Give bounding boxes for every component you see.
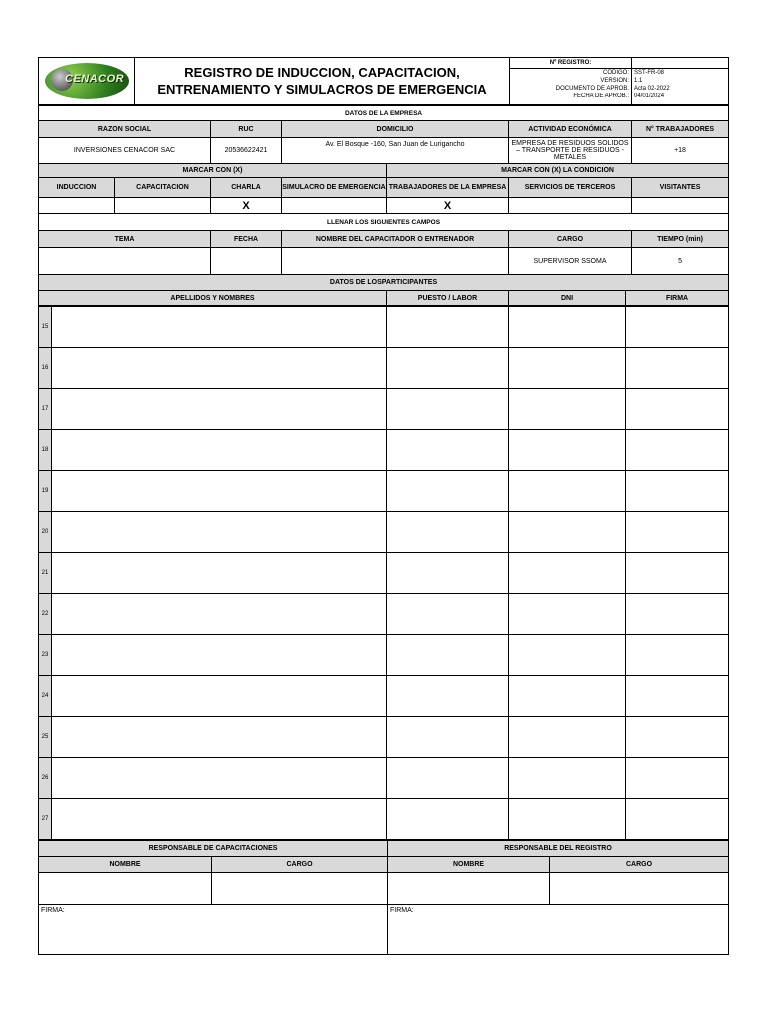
table-row — [39, 799, 729, 840]
puesto-field[interactable] — [387, 717, 509, 758]
cargo-header: CARGO — [509, 231, 632, 248]
registro-value[interactable] — [632, 58, 729, 69]
mark-induccion[interactable] — [39, 198, 115, 214]
resp-reg-nombre-header: NOMBRE — [388, 857, 550, 873]
puesto-field[interactable] — [387, 512, 509, 553]
dni-field[interactable] — [509, 594, 626, 635]
resp-reg-firma-label: FIRMA: — [390, 907, 414, 914]
razon-social-value: INVERSIONES CENACOR SAC — [39, 138, 211, 164]
main-table — [38, 105, 729, 306]
trabajadores-value: +18 — [632, 138, 729, 164]
firma-field[interactable] — [626, 758, 729, 799]
puesto-field[interactable] — [387, 553, 509, 594]
resp-reg-firma-field[interactable] — [388, 905, 729, 955]
campos-section-title: LLENAR LOS SIGUIENTES CAMPOS — [39, 214, 729, 231]
header-table — [38, 57, 729, 105]
participantes-section-title: DATOS DE LOSPARTICIPANTES — [39, 275, 729, 291]
form-sheet — [38, 57, 728, 955]
resp-cap-firma-field[interactable] — [39, 905, 388, 955]
trabajadores-header: N° TRABAJADORES — [632, 121, 729, 138]
firma-field[interactable] — [626, 553, 729, 594]
row-number: 20 — [39, 512, 52, 553]
puesto-field[interactable] — [387, 389, 509, 430]
row-number: 17 — [39, 389, 52, 430]
dni-field[interactable] — [509, 717, 626, 758]
option-terceros: SERVICIOS DE TERCEROS — [509, 178, 632, 198]
resp-cap-firma-label: FIRMA: — [41, 907, 65, 914]
option-trabajadores: TRABAJADORES DE LA EMPRESA — [387, 178, 509, 198]
resp-cap-cargo-header: CARGO — [212, 857, 388, 873]
mark-simulacro[interactable] — [282, 198, 387, 214]
dni-field[interactable] — [509, 799, 626, 840]
actividad-value: EMPRESA DE RESIDUOS SOLIDOS – TRANSPORTE DE RESIDUOS - METALES — [509, 138, 632, 164]
dni-field[interactable] — [509, 635, 626, 676]
firma-field[interactable] — [626, 594, 729, 635]
puesto-header: PUESTO / LABOR — [387, 291, 509, 306]
registro-label: Nº REGISTRO: — [510, 58, 632, 69]
firma-field[interactable] — [626, 430, 729, 471]
apellidos-field[interactable] — [52, 717, 387, 758]
razon-social-header: RAZON SOCIAL — [39, 121, 211, 138]
option-simulacro: SIMULACRO DE EMERGENCIA — [282, 178, 387, 198]
apellidos-field[interactable] — [52, 635, 387, 676]
dni-field[interactable] — [509, 676, 626, 717]
apellidos-field[interactable] — [52, 799, 387, 840]
table-row — [39, 512, 729, 553]
resp-cap-nombre-field[interactable] — [39, 873, 212, 905]
firma-field[interactable] — [626, 717, 729, 758]
puesto-field[interactable] — [387, 758, 509, 799]
row-number: 26 — [39, 758, 52, 799]
dni-field[interactable] — [509, 389, 626, 430]
apellidos-header: APELLIDOS Y NOMBRES — [39, 291, 387, 306]
table-row — [39, 307, 729, 348]
resp-cap-cargo-field[interactable] — [212, 873, 388, 905]
row-number: 27 — [39, 799, 52, 840]
firma-header: FIRMA — [626, 291, 729, 306]
firma-field[interactable] — [626, 389, 729, 430]
domicilio-header: DOMICILIO — [282, 121, 509, 138]
mark-visitantes[interactable] — [632, 198, 729, 214]
row-number: 25 — [39, 717, 52, 758]
firma-field[interactable] — [626, 799, 729, 840]
mark-trabajadores[interactable]: X — [387, 198, 509, 214]
firma-field[interactable] — [626, 471, 729, 512]
version-value: 1.1 — [632, 77, 729, 85]
version-label: VERSIÓN: — [510, 77, 632, 85]
table-row — [39, 717, 729, 758]
apellidos-field[interactable] — [52, 758, 387, 799]
fecha-label: FECHA DE APROB.: — [510, 93, 632, 105]
firma-field[interactable] — [626, 512, 729, 553]
apellidos-field[interactable] — [52, 430, 387, 471]
mark-terceros[interactable] — [509, 198, 632, 214]
apellidos-field[interactable] — [52, 553, 387, 594]
marcar-left-title: MARCAR CON (X) — [39, 164, 387, 178]
apellidos-field[interactable] — [52, 389, 387, 430]
option-charla: CHARLA — [211, 178, 282, 198]
table-row — [39, 676, 729, 717]
row-number: 15 — [39, 307, 52, 348]
marcar-right-title: MARCAR CON (X) LA CONDICION — [387, 164, 729, 178]
capacitador-value[interactable] — [282, 248, 509, 275]
puesto-field[interactable] — [387, 635, 509, 676]
apellidos-field[interactable] — [52, 307, 387, 348]
dni-field[interactable] — [509, 553, 626, 594]
puesto-field[interactable] — [387, 676, 509, 717]
responsable-capacitaciones-title: RESPONSABLE DE CAPACITACIONES — [39, 841, 388, 857]
cargo-value[interactable]: SUPERVISOR SSOMA — [509, 248, 632, 275]
table-row — [39, 430, 729, 471]
dni-field[interactable] — [509, 430, 626, 471]
mark-charla[interactable]: X — [211, 198, 282, 214]
actividad-header: ACTIVIDAD ECONÓMICA — [509, 121, 632, 138]
dni-header: DNI — [509, 291, 626, 306]
tiempo-header: TIEMPO (min) — [632, 231, 729, 248]
row-number: 22 — [39, 594, 52, 635]
resp-reg-nombre-field[interactable] — [388, 873, 550, 905]
responsables-table — [38, 840, 729, 955]
firma-field[interactable] — [626, 635, 729, 676]
row-number: 16 — [39, 348, 52, 389]
dni-field[interactable] — [509, 471, 626, 512]
row-number: 23 — [39, 635, 52, 676]
documento-value: Acta 02-2022 — [632, 85, 729, 93]
puesto-field[interactable] — [387, 430, 509, 471]
ruc-value: 20536622421 — [211, 138, 282, 164]
fecha-header: FECHA — [211, 231, 282, 248]
dni-field[interactable] — [509, 512, 626, 553]
ruc-header: RUC — [211, 121, 282, 138]
puesto-field[interactable] — [387, 307, 509, 348]
row-number: 18 — [39, 430, 52, 471]
domicilio-value: Av. El Bosque -160, San Juan de Lurigancho — [282, 138, 509, 164]
table-row — [39, 635, 729, 676]
capacitador-header: NOMBRE DEL CAPACITADOR O ENTRENADOR — [282, 231, 509, 248]
table-row — [39, 471, 729, 512]
row-number: 24 — [39, 676, 52, 717]
dni-field[interactable] — [509, 307, 626, 348]
row-number: 21 — [39, 553, 52, 594]
firma-field[interactable] — [626, 676, 729, 717]
company-logo: CENACOR — [39, 59, 134, 103]
firma-field[interactable] — [626, 307, 729, 348]
responsable-registro-title: RESPONSABLE DEL REGISTRO — [388, 841, 729, 857]
fecha-value[interactable] — [211, 248, 282, 275]
apellidos-field[interactable] — [52, 594, 387, 635]
resp-reg-cargo-field[interactable] — [550, 873, 729, 905]
option-induccion: INDUCCION — [39, 178, 115, 198]
puesto-field[interactable] — [387, 799, 509, 840]
option-capacitacion: CAPACITACION — [115, 178, 211, 198]
puesto-field[interactable] — [387, 594, 509, 635]
table-row — [39, 758, 729, 799]
option-visitantes: VISITANTES — [632, 178, 729, 198]
firma-field[interactable] — [626, 348, 729, 389]
resp-reg-cargo-header: CARGO — [550, 857, 729, 873]
row-number: 19 — [39, 471, 52, 512]
apellidos-field[interactable] — [52, 471, 387, 512]
table-row — [39, 348, 729, 389]
resp-cap-nombre-header: NOMBRE — [39, 857, 212, 873]
puesto-field[interactable] — [387, 471, 509, 512]
logo-cell — [39, 58, 135, 105]
tema-value[interactable] — [39, 248, 211, 275]
puesto-field[interactable] — [387, 348, 509, 389]
mark-capacitacion[interactable] — [115, 198, 211, 214]
form-title: REGISTRO DE INDUCCION, CAPACITACION, ENTRENAMIENTO Y SIMULACROS DE EMERGENCIA — [135, 58, 510, 105]
tiempo-value[interactable]: 5 — [632, 248, 729, 275]
dni-field[interactable] — [509, 348, 626, 389]
table-row — [39, 389, 729, 430]
apellidos-field[interactable] — [52, 676, 387, 717]
documento-label: DOCUMENTO DE APROB. — [510, 85, 632, 93]
tema-header: TEMA — [39, 231, 211, 248]
empresa-section-title: DATOS DE LA EMPRESA — [39, 106, 729, 121]
codigo-value: SST-FR-08 — [632, 69, 729, 77]
dni-field[interactable] — [509, 758, 626, 799]
table-row — [39, 553, 729, 594]
codigo-label: CÓDIGO: — [510, 69, 632, 77]
table-row — [39, 594, 729, 635]
participants-table — [38, 306, 729, 840]
fecha-value: 04/01/2024 — [632, 93, 729, 105]
apellidos-field[interactable] — [52, 512, 387, 553]
apellidos-field[interactable] — [52, 348, 387, 389]
